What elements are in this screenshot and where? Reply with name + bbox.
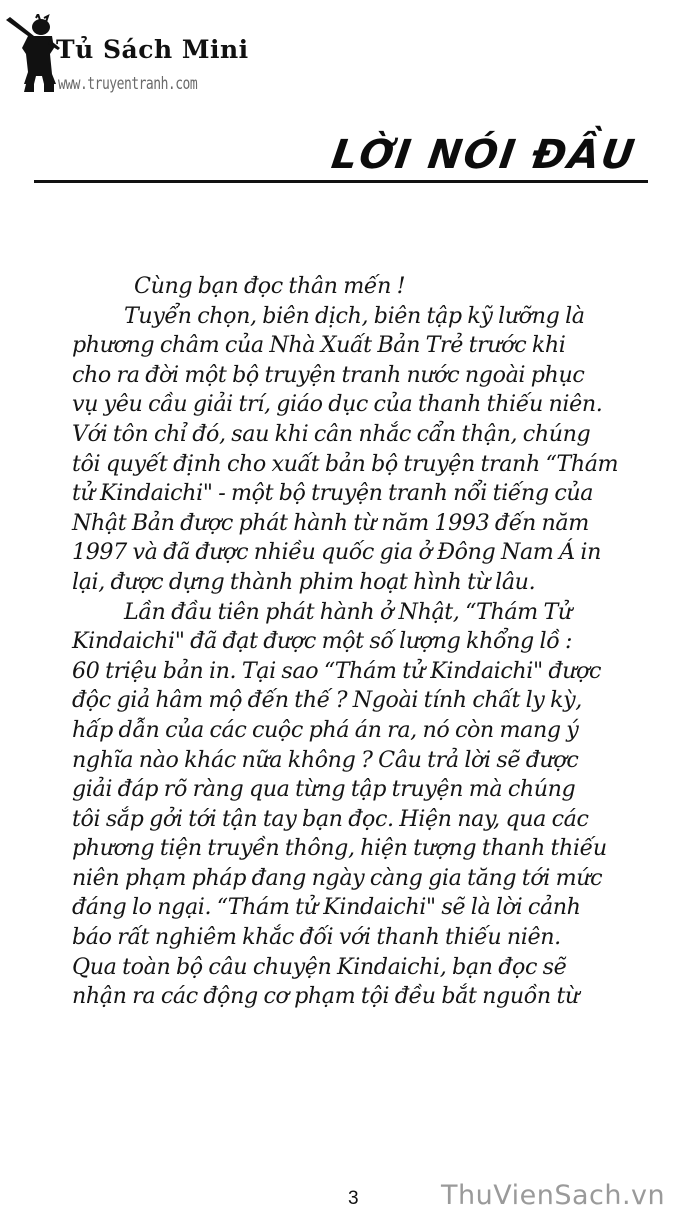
heading-underline (34, 180, 648, 183)
text-line: giải đáp rõ ràng qua từng tập truyện mà chúng (72, 776, 576, 803)
text-line: đáng lo ngại. “Thám tử Kindaichi" sẽ là lời cảnh (72, 894, 581, 921)
page-number: 3 (348, 1188, 359, 1209)
series-title: Tủ Sách Mini (56, 35, 249, 64)
text-line: vụ yêu cầu giải trí, giáo dục của thanh thiếu niên. (72, 391, 603, 418)
text-line: tôi sắp gởi tới tận tay bạn đọc. Hiện nay, qua các (72, 805, 589, 832)
ninja-figure-icon (4, 14, 60, 94)
text-line: nhận ra các động cơ phạm tội đều bắt nguồn từ (72, 983, 579, 1010)
series-logo (4, 14, 249, 95)
preface-body (72, 272, 657, 1012)
text-line: lại, được dựng thành phim hoạt hình từ lâu. (72, 568, 536, 595)
text-line: hấp dẫn của các cuộc phá án ra, nó còn mang ý (72, 716, 579, 743)
text-line: báo rất nghiêm khắc đối với thanh thiếu niên. (72, 924, 561, 951)
text-line: Lần đầu tiên phát hành ở Nhật, “Thám Tử (124, 598, 572, 625)
text-line: Qua toàn bộ câu chuyện Kindaichi, bạn đọc sẽ (72, 953, 567, 980)
text-line: phương tiện truyền thông, hiện tượng thanh thiếu (72, 835, 607, 862)
page-heading: LỜI NÓI ĐẦU (328, 132, 640, 178)
text-line: Với tôn chỉ đó, sau khi cân nhắc cẩn thận, chúng (72, 420, 591, 447)
text-line: độc giả hâm mộ đến thế ? Ngoài tính chất ly kỳ, (72, 687, 582, 714)
text-line: phương châm của Nhà Xuất Bản Trẻ trước khi (72, 332, 566, 359)
text-line: tử Kindaichi" - một bộ truyện tranh nổi tiếng của (72, 480, 594, 507)
text-line: Nhật Bản được phát hành từ năm 1993 đến năm (72, 509, 589, 536)
text-line: cho ra đời một bộ truyện tranh nước ngoài phục (72, 361, 585, 388)
text-line: 1997 và đã được nhiều quốc gia ở Đông Nam Á in (72, 539, 601, 566)
series-url: www.truyentranh.com (58, 74, 198, 95)
text-line: Kindaichi" đã đạt được một số lượng khổng lồ : (72, 628, 573, 655)
text-line: 60 triệu bản in. Tại sao “Thám tử Kindaichi" được (72, 657, 602, 684)
text-line: nghĩa nào khác nữa không ? Câu trả lời sẽ được (72, 746, 579, 773)
text-line: Tuyển chọn, biên dịch, biên tập kỹ lưỡng là (124, 302, 585, 329)
text-line: Cùng bạn đọc thân mến ! (134, 273, 406, 299)
text-line: niên phạm pháp đang ngày càng gia tăng tới mức (72, 864, 603, 891)
watermark: ThuVienSach.vn (441, 1180, 666, 1211)
text-line: tôi quyết định cho xuất bản bộ truyện tranh “Thám (72, 450, 619, 477)
